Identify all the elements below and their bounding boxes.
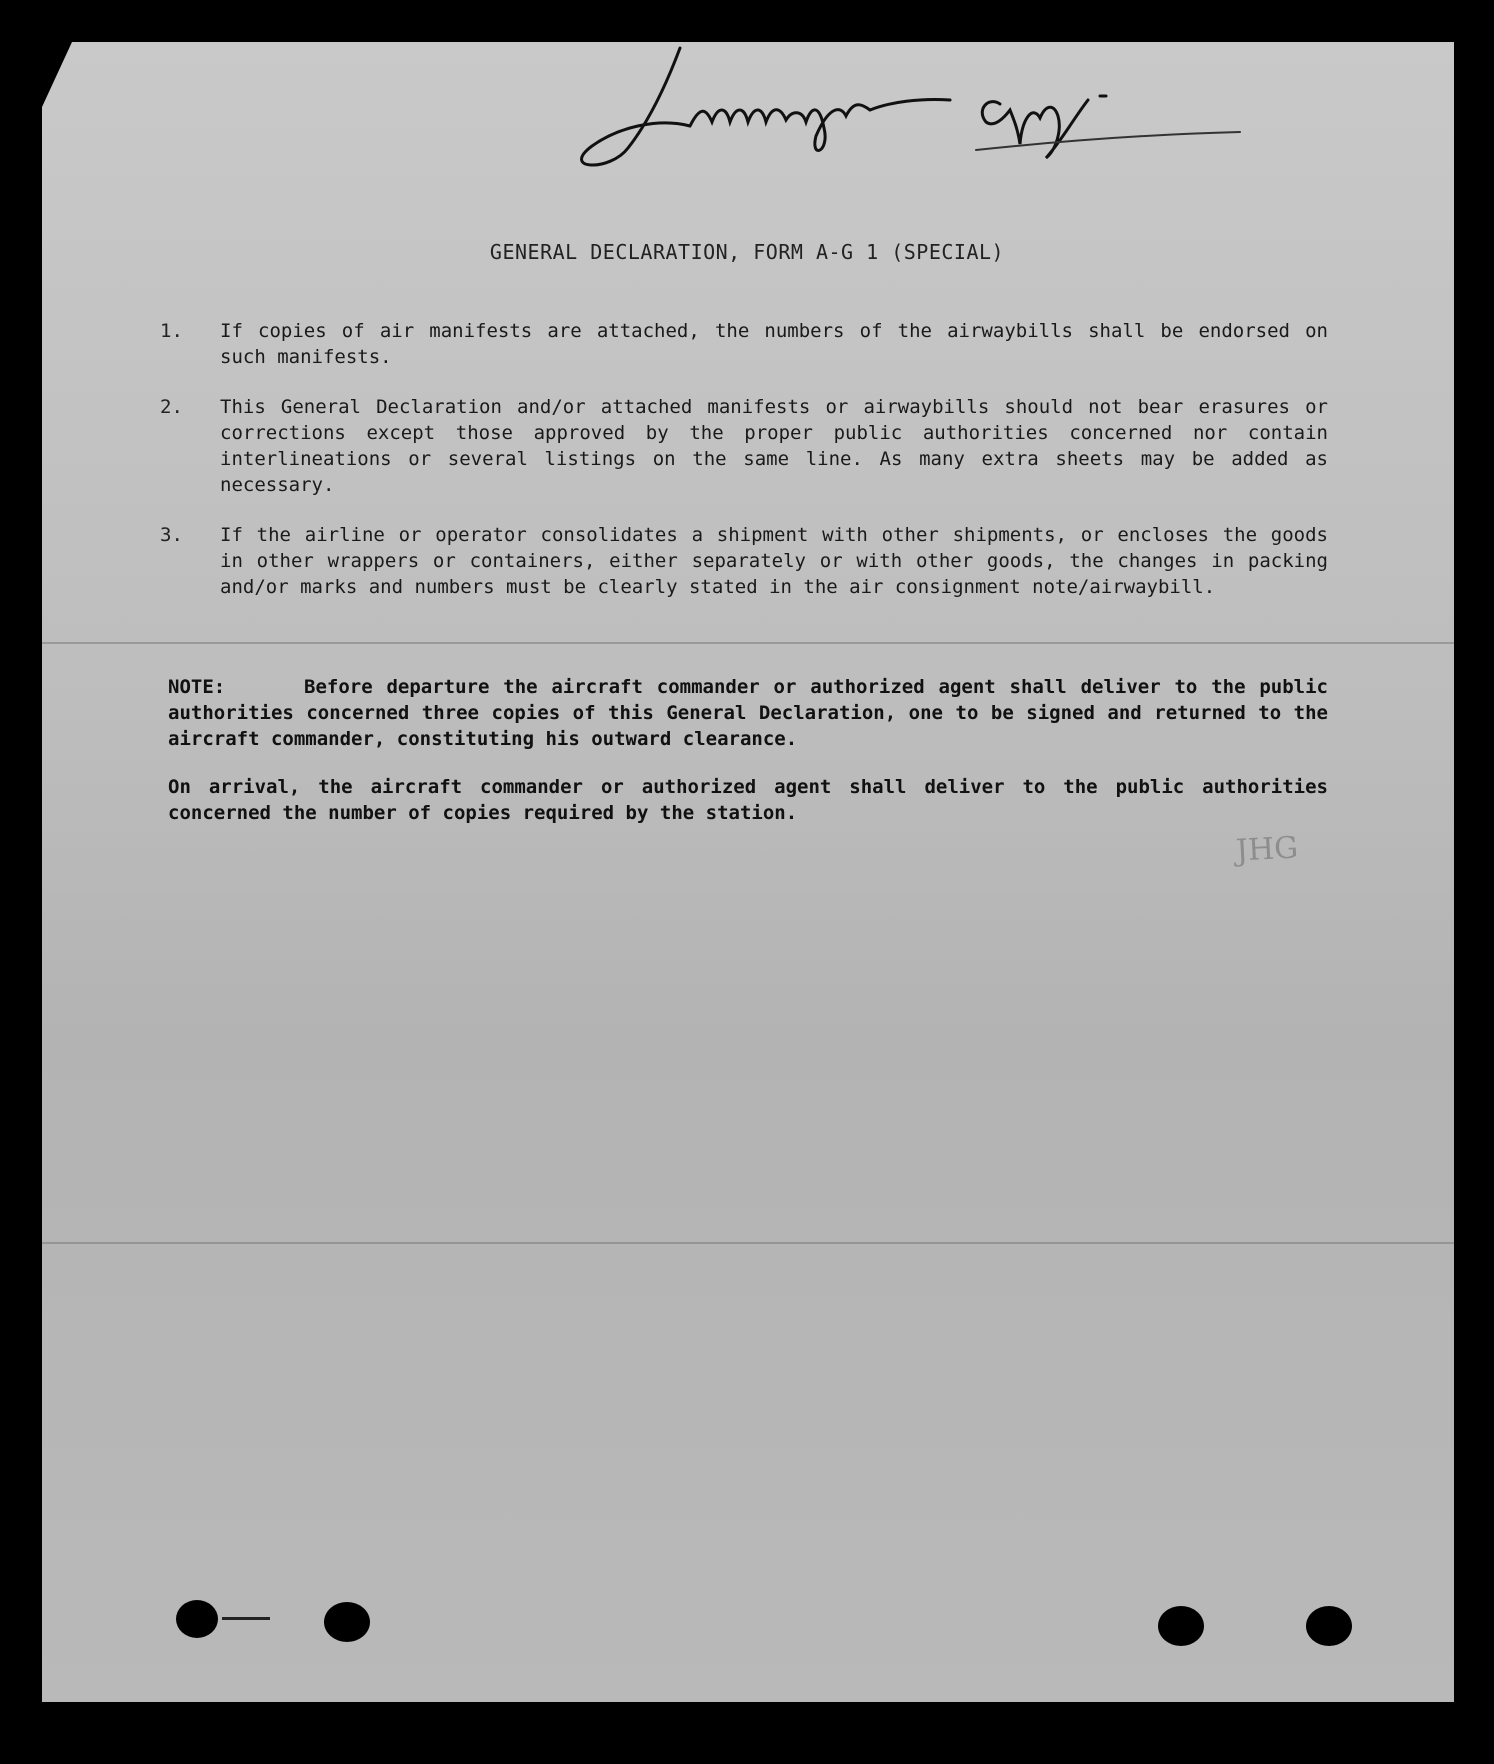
- list-item: [160, 522, 1330, 600]
- note-label: NOTE:: [168, 676, 226, 698]
- note-section: [168, 674, 1328, 848]
- document-page: [42, 42, 1454, 1702]
- punch-hole: [324, 1602, 370, 1642]
- note-paragraph: [168, 674, 1328, 752]
- instruction-list: [160, 318, 1330, 624]
- note-text: Before departure the aircraft commander or authorized agent shall deliver to the public authorities concerned three copies of this General Declaration, one to be signed and returned to the aircraft commander, constituting his outward clearance.: [168, 676, 1328, 750]
- item-number: 1.: [160, 320, 183, 342]
- list-item: [160, 394, 1330, 498]
- item-text: If the airline or operator consolidates a shipment with other shipments, or encloses the goods in other wrappers or containers, either separately or with other goods, the changes in packing and/or marks and numbers must be clearly stated in the air consignment note/airwaybill.: [220, 524, 1328, 598]
- item-text: This General Declaration and/or attached manifests or airwaybills should not bear erasures or corrections except those approved by the proper public authorities concerned nor contain interlineations or several listings on the same line. As many extra sheets may be added as necessary.: [220, 396, 1328, 496]
- item-number: 3.: [160, 524, 183, 546]
- list-item: [160, 318, 1330, 370]
- document-title: GENERAL DECLARATION, FORM A-G 1 (SPECIAL): [489, 240, 1005, 264]
- punch-hole: [176, 1600, 218, 1638]
- punch-hole: [1158, 1606, 1204, 1646]
- fold-line: [42, 642, 1454, 644]
- item-number: 2.: [160, 396, 183, 418]
- arrival-paragraph: On arrival, the aircraft commander or authorized agent shall deliver to the public authorities concerned the number of copies required by the station.: [168, 776, 1328, 824]
- item-text: If copies of air manifests are attached, the numbers of the airwaybills shall be endorsed on such manifests.: [220, 320, 1328, 368]
- fold-line: [42, 1242, 1454, 1244]
- punch-hole: [1306, 1606, 1352, 1646]
- handwritten-signature: [540, 0, 1260, 180]
- faint-stamp-mark: JHG: [1235, 830, 1300, 869]
- pencil-mark: [222, 1617, 270, 1620]
